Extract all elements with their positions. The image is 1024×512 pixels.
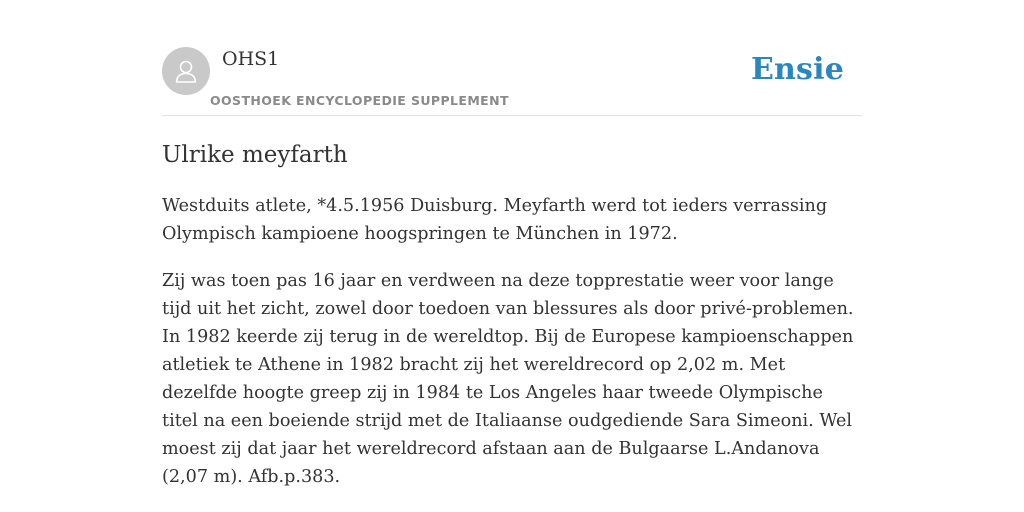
- article-header: [162, 0, 862, 116]
- ensie-logo[interactable]: Ensie: [750, 52, 844, 87]
- author-name[interactable]: OHS1: [222, 48, 280, 70]
- user-icon: [172, 57, 200, 85]
- source-label[interactable]: OOSTHOEK ENCYCLOPEDIE SUPPLEMENT: [210, 93, 509, 108]
- article-paragraph: Zij was toen pas 16 jaar en verdween na deze topprestatie weer voor lange tijd uit het zicht, zowel door toedoen van blessures als door privé-problemen. In 1982 keerde zij terug in de wereldtop. Bij de Europese kampioenschappen atletiek te Athene in 1982 bracht zij het wereldrecord op 2,02 m. Met dezelfde hoogte greep zij in 1984 te Los Angeles haar tweede Olympische titel na een boeiende strijd met de Italiaanse oudgediende Sara Simeoni. Wel moest zij dat jaar het wereldrecord afstaan aan de Bulgaarse L.Andanova (2,07 m). Afb.p.383.: [162, 271, 854, 487]
- page-title: Ulrike meyfarth: [162, 142, 348, 168]
- avatar[interactable]: [162, 47, 210, 95]
- article-body: [162, 192, 862, 510]
- article-paragraph: Westduits atlete, *4.5.1956 Duisburg. Meyfarth werd tot ieders verrassing Olympisch kampioene hoogspringen te München in 1972.: [162, 196, 828, 244]
- article-page: [162, 0, 862, 487]
